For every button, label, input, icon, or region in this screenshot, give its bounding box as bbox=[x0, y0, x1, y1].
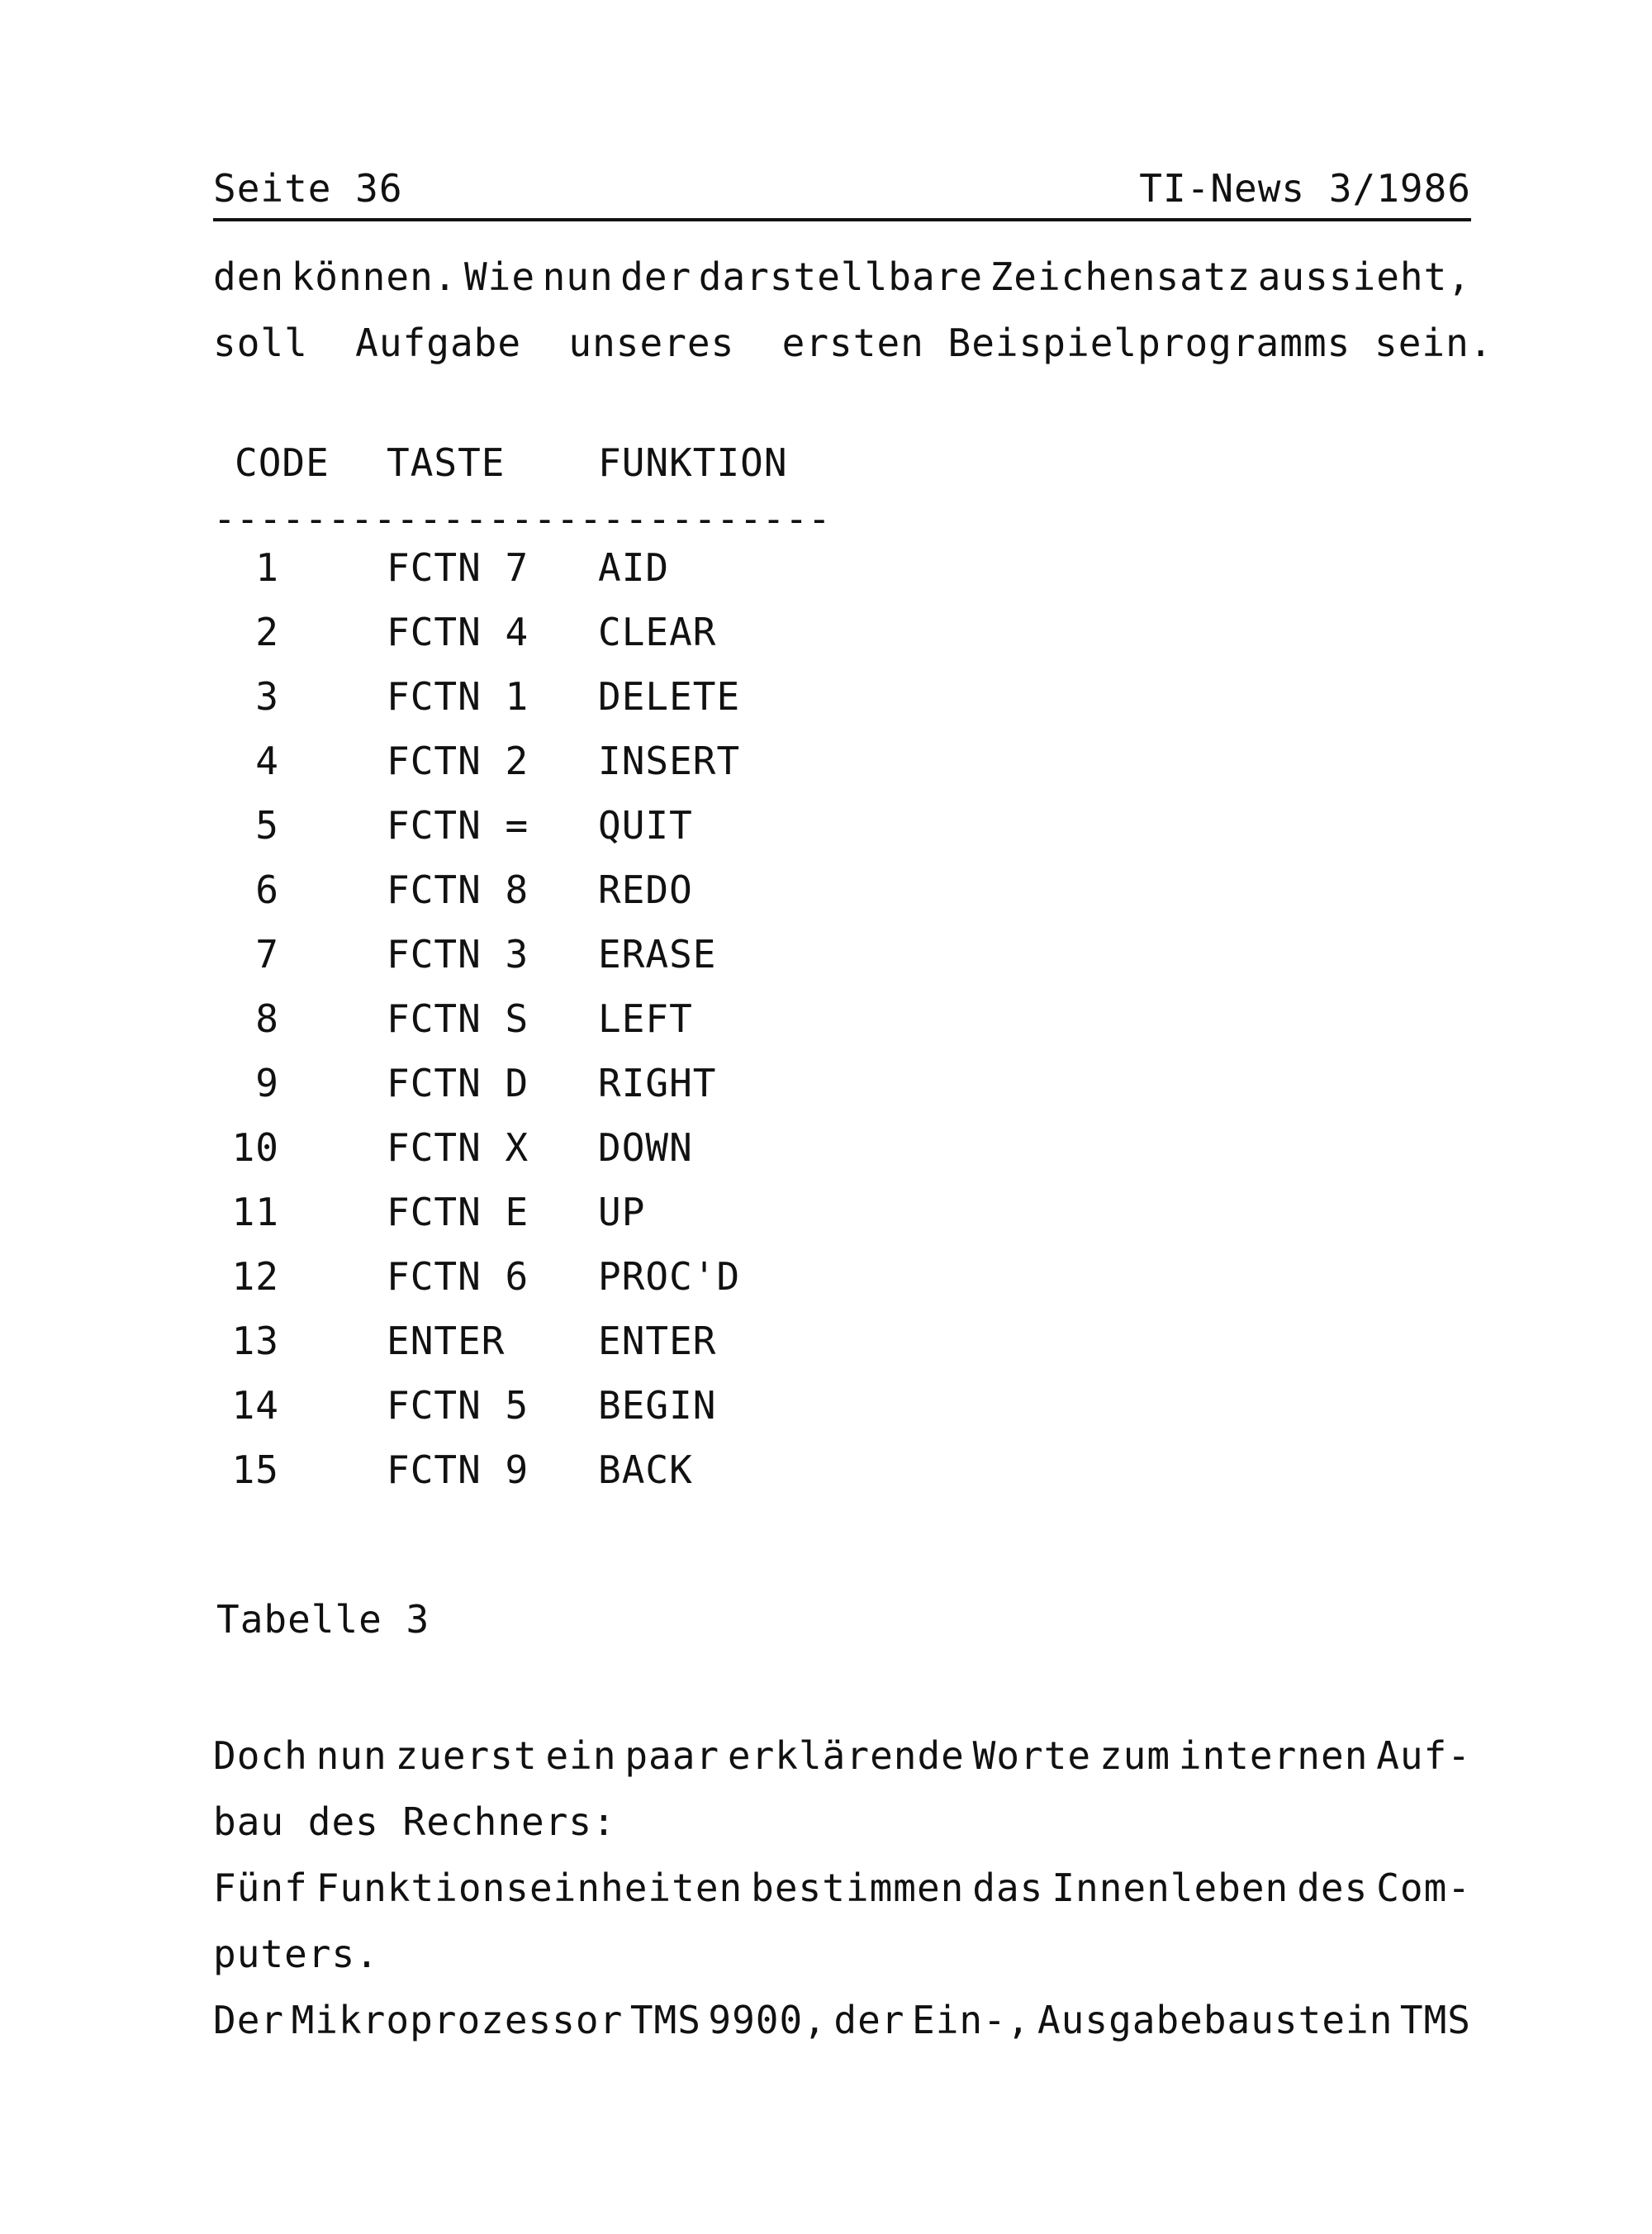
body-line-3 bbox=[213, 1855, 1471, 1921]
cell-code: 11 bbox=[231, 1190, 279, 1234]
table-caption: Tabelle 3 bbox=[216, 1597, 430, 1642]
cell-code: 6 bbox=[255, 867, 279, 912]
word: ein bbox=[545, 1733, 617, 1778]
word: Zeichensatz bbox=[990, 254, 1251, 299]
cell-taste: FCTN 1 bbox=[387, 674, 529, 719]
table-rule: --------------------------- bbox=[213, 497, 831, 541]
cell-code: 3 bbox=[255, 674, 279, 719]
column-header-code: CODE bbox=[235, 440, 330, 485]
word: Der bbox=[213, 1998, 285, 2042]
cell-funktion: DOWN bbox=[598, 1125, 693, 1170]
cell-funktion: BACK bbox=[598, 1447, 693, 1492]
cell-funktion: AID bbox=[598, 545, 670, 590]
word: erklärende bbox=[727, 1733, 965, 1778]
word: Doch bbox=[213, 1733, 308, 1778]
word: Funktionseinheiten bbox=[316, 1866, 743, 1910]
cell-taste: FCTN = bbox=[387, 803, 529, 848]
word: der bbox=[620, 254, 692, 299]
table-row bbox=[213, 664, 831, 729]
word: des bbox=[1297, 1866, 1369, 1910]
cell-taste: ENTER bbox=[387, 1319, 506, 1363]
word: internen bbox=[1178, 1733, 1369, 1778]
body-line-4: puters. bbox=[213, 1932, 379, 1976]
word: Ein-, bbox=[912, 1998, 1031, 2042]
body-line-2: bau des Rechners: bbox=[213, 1799, 616, 1844]
table-row bbox=[213, 1180, 831, 1244]
table-row bbox=[213, 535, 831, 600]
cell-code: 14 bbox=[231, 1383, 279, 1428]
cell-code: 7 bbox=[255, 932, 279, 977]
cell-funktion: CLEAR bbox=[598, 610, 717, 654]
cell-funktion: ERASE bbox=[598, 932, 717, 977]
word: bestimmen bbox=[751, 1866, 965, 1910]
cell-taste: FCTN 7 bbox=[387, 545, 529, 590]
word: Worte bbox=[972, 1733, 1092, 1778]
cell-funktion: DELETE bbox=[598, 674, 741, 719]
cell-taste: FCTN D bbox=[387, 1061, 529, 1105]
table-row bbox=[213, 1244, 831, 1309]
cell-funktion: BEGIN bbox=[598, 1383, 717, 1428]
body-line-1 bbox=[213, 1723, 1471, 1789]
table-row bbox=[213, 793, 831, 858]
column-header-taste: TASTE bbox=[387, 440, 506, 485]
word: zuerst bbox=[395, 1733, 538, 1778]
cell-taste: FCTN 6 bbox=[387, 1254, 529, 1299]
page-number: Seite 36 bbox=[213, 166, 403, 211]
cell-code: 8 bbox=[255, 996, 279, 1041]
word: nun bbox=[542, 254, 614, 299]
cell-code: 12 bbox=[231, 1254, 279, 1299]
word: Fünf bbox=[213, 1866, 308, 1910]
word: der bbox=[833, 1998, 905, 2042]
cell-funktion: QUIT bbox=[598, 803, 693, 848]
cell-funktion: LEFT bbox=[598, 996, 693, 1041]
table-row bbox=[213, 1115, 831, 1180]
word: können. bbox=[291, 254, 458, 299]
cell-taste: FCTN S bbox=[387, 996, 529, 1041]
word: Wie bbox=[463, 254, 536, 299]
intro-line-2: soll Aufgabe unseres ersten Beispielprogramms sein. bbox=[213, 321, 1493, 365]
cell-funktion: REDO bbox=[598, 867, 693, 912]
key-code-table bbox=[213, 438, 831, 1502]
page-header bbox=[213, 165, 1471, 221]
cell-taste: FCTN 8 bbox=[387, 867, 529, 912]
word: Com- bbox=[1376, 1866, 1471, 1910]
body-paragraph bbox=[213, 1723, 1471, 2053]
cell-taste: FCTN 4 bbox=[387, 610, 529, 654]
table-row bbox=[213, 1438, 831, 1502]
cell-funktion: ENTER bbox=[598, 1319, 717, 1363]
table-header-row bbox=[213, 438, 831, 487]
cell-funktion: RIGHT bbox=[598, 1061, 717, 1105]
publication-issue: TI-News 3/1986 bbox=[1139, 166, 1471, 211]
cell-taste: FCTN X bbox=[387, 1125, 529, 1170]
cell-code: 1 bbox=[255, 545, 279, 590]
cell-taste: FCTN 3 bbox=[387, 932, 529, 977]
table-body bbox=[213, 535, 831, 1502]
table-row bbox=[213, 1309, 831, 1373]
word: darstellbare bbox=[698, 254, 984, 299]
table-row bbox=[213, 600, 831, 664]
word: TMS bbox=[1399, 1998, 1471, 2042]
body-line-5 bbox=[213, 1987, 1471, 2053]
word: zum bbox=[1099, 1733, 1171, 1778]
table-row bbox=[213, 1051, 831, 1115]
cell-funktion: UP bbox=[598, 1190, 646, 1234]
word: Ausgabebaustein bbox=[1037, 1998, 1393, 2042]
word: das bbox=[972, 1866, 1044, 1910]
word: 9900, bbox=[708, 1998, 827, 2042]
intro-line-1 bbox=[213, 244, 1471, 310]
cell-funktion: PROC'D bbox=[598, 1254, 741, 1299]
cell-taste: FCTN 2 bbox=[387, 739, 529, 783]
cell-code: 9 bbox=[255, 1061, 279, 1105]
cell-code: 13 bbox=[231, 1319, 279, 1363]
intro-paragraph bbox=[213, 244, 1493, 376]
word: Innenleben bbox=[1051, 1866, 1289, 1910]
word: aussieht, bbox=[1257, 254, 1471, 299]
word: TMS bbox=[629, 1998, 701, 2042]
cell-code: 15 bbox=[231, 1447, 279, 1492]
cell-taste: FCTN 9 bbox=[387, 1447, 529, 1492]
cell-code: 4 bbox=[255, 739, 279, 783]
column-header-funktion: FUNKTION bbox=[598, 440, 788, 485]
table-row bbox=[213, 729, 831, 793]
table-row bbox=[213, 922, 831, 986]
table-row bbox=[213, 1373, 831, 1438]
word: Auf- bbox=[1376, 1733, 1471, 1778]
cell-code: 5 bbox=[255, 803, 279, 848]
word: paar bbox=[624, 1733, 720, 1778]
word: nun bbox=[316, 1733, 387, 1778]
cell-taste: FCTN E bbox=[387, 1190, 529, 1234]
table-row bbox=[213, 858, 831, 922]
word: Mikroprozessor bbox=[291, 1998, 624, 2042]
cell-code: 10 bbox=[231, 1125, 279, 1170]
word: den bbox=[213, 254, 285, 299]
cell-code: 2 bbox=[255, 610, 279, 654]
table-row bbox=[213, 986, 831, 1051]
cell-funktion: INSERT bbox=[598, 739, 741, 783]
cell-taste: FCTN 5 bbox=[387, 1383, 529, 1428]
